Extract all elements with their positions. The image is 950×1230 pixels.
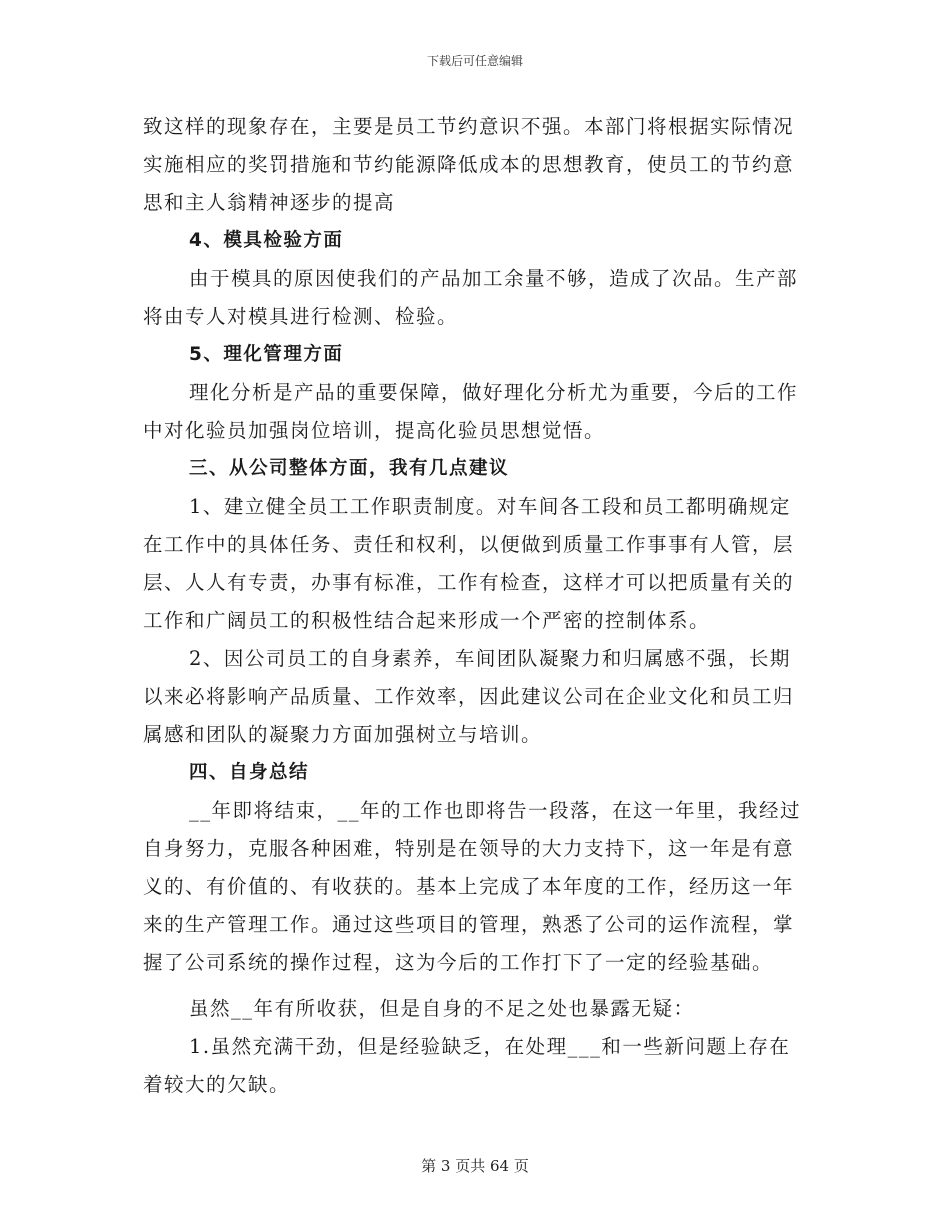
paragraph-continued: 致这样的现象存在，主要是员工节约意识不强。本部门将根据实际情况实施相应的奖罚措施和节约能源降低成本的思想教育，使员工的节约意思和主人翁精神逐步的提高 (143, 115, 795, 214)
paragraph-mold-inspection: 由于模具的原因使我们的产品加工余量不够，造成了次品。生产部将由专人对模具进行检测、检验。 (143, 267, 799, 328)
section-heading-self-summary: 四、自身总结 (189, 762, 310, 783)
document-body (143, 108, 807, 1104)
page-header: 下载后可任意编辑 (426, 54, 523, 68)
paragraph-shortcomings-intro: 虽然__年有所收获，但是自身的不足之处也暴露无疑： (189, 997, 695, 1020)
section-heading-company-suggestions: 三、从公司整体方面，我有几点建议 (189, 458, 510, 479)
paragraph-shortcoming-1: 1.虽然充满干劲，但是经验缺乏，在处理___和一些新问题上存在着较大的欠缺。 (143, 1035, 791, 1096)
paragraph-self-summary: __年即将结束，__年的工作也即将告一段落，在这一年里，我经过自身努力，克服各种困难，特别是在领导的大力支持下，这一年是有意义的、有价值的、有收获的。基本上完成了本年度的工作，经历这一年来的生产管理工作。通过这些项目的管理，熟悉了公司的运作流程，掌握了公司系统的操作过程，这为今后的工作打下了一定的经验基础。 (143, 799, 802, 974)
section-heading-physchem-management: 5、理化管理方面 (189, 344, 344, 365)
paragraph-suggestion-1: 1、建立健全员工工作职责制度。对车间各工段和员工都明确规定在工作中的具体任务、责任和权利，以便做到质量工作事事有人管，层层、人人有专责，办事有标准，工作有检查，这样才可以把质量有关的工作和广阔员工的积极性结合起来形成一个严密的控制体系。 (143, 495, 795, 632)
section-heading-mold-inspection: 4、模具检验方面 (189, 230, 344, 251)
paragraph-suggestion-2: 2、因公司员工的自身素养，车间团队凝聚力和归属感不强，长期以来必将影响产品质量、工作效率，因此建议公司在企业文化和员工归属感和团队的凝聚力方面加强树立与培训。 (143, 647, 795, 746)
paragraph-physchem-management: 理化分析是产品的重要保障，做好理化分析尤为重要，今后的工作中对化验员加强岗位培训，提高化验员思想觉悟。 (143, 381, 799, 442)
page-footer: 第 3 页共 64 页 (421, 1157, 529, 1175)
